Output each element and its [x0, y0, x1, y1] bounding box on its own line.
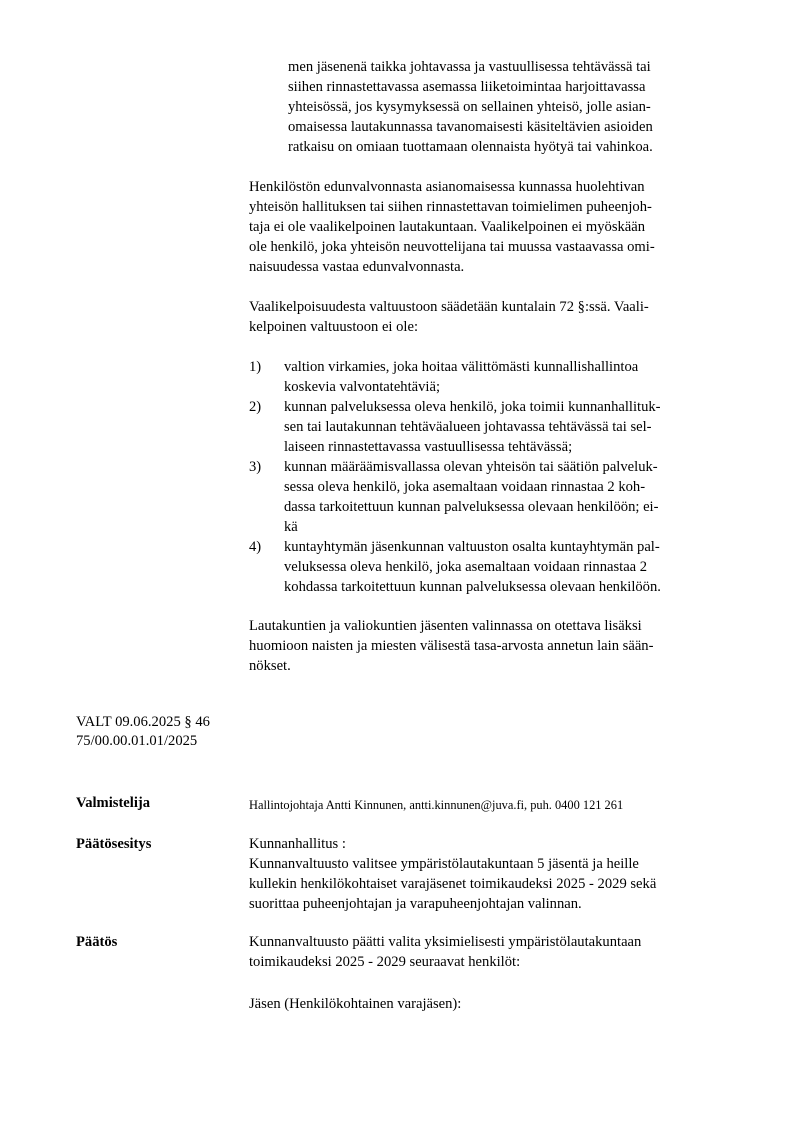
text-line: laiseen rinnastettavassa vastuullisessa tehtävässä; [284, 439, 573, 455]
paragraph-vaalikelpoisuus [249, 297, 733, 337]
text-line: kelpoinen valtuustoon ei ole: [249, 319, 419, 335]
list-item [249, 537, 733, 597]
text-line: kä [284, 519, 298, 535]
text-line: Lautakuntien ja valiokuntien jäsenten valinnassa on otettava lisäksi [249, 618, 642, 634]
text-line: Kunnanhallitus : [249, 836, 346, 852]
text-line: Kunnanvaltuusto valitsee ympäristölautakuntaan 5 jäsentä ja heille [249, 856, 639, 872]
decision-text [249, 932, 739, 972]
list-number: 1) [249, 359, 262, 375]
list-item [249, 457, 733, 537]
text-line: koskevia valvontatehtäviä; [284, 379, 441, 395]
preparer-info: Hallintojohtaja Antti Kinnunen, antti.kinnunen@juva.fi, puh. 0400 121 261 [249, 798, 624, 812]
text-line: huomioon naisten ja miesten välisestä tasa-arvosta annetun lain sään- [249, 638, 654, 654]
text-line: men jäsenenä taikka johtavassa ja vastuullisessa tehtävässä tai [288, 59, 651, 75]
text-line: naisuudessa vastaa edunvalvonnasta. [249, 259, 465, 275]
text-line: kunnan palveluksessa oleva henkilö, joka toimii kunnanhallituk- [284, 399, 661, 415]
numbered-list [249, 357, 733, 597]
text-line: taja ei ole vaalikelpoinen lautakuntaan. Vaalikelpoinen ei myöskään [249, 219, 646, 235]
meeting-section-ref: VALT 09.06.2025 § 46 [76, 714, 210, 730]
text-line: kullekin henkilökohtaiset varajäsenet toimikaudeksi 2025 - 2029 sekä [249, 876, 657, 892]
decision-proposal [249, 834, 739, 914]
member-list-heading: Jäsen (Henkilökohtainen varajäsen): [249, 996, 462, 1012]
list-number: 2) [249, 399, 262, 415]
text-line: sen tai lautakunnan tehtäväalueen johtavassa tehtävässä tai sel- [284, 419, 652, 435]
text-line: sessa oleva henkilö, joka asemaltaan voidaan rinnastaa 2 koh- [284, 479, 646, 495]
text-line: valtion virkamies, joka hoitaa välittömästi kunnallishallintoa [284, 359, 639, 375]
paragraph-edunvalvonta [249, 177, 733, 277]
case-number: 75/00.00.01.01/2025 [76, 733, 198, 749]
text-line: Vaalikelpoisuudesta valtuustoon säädetään kuntalain 72 §:ssä. Vaali- [249, 299, 649, 315]
paragraph-tasa-arvo [249, 616, 733, 676]
text-line: kunnan määräämisvallassa olevan yhteisön tai säätiön palveluk- [284, 459, 658, 475]
text-line: toimikaudeksi 2025 - 2029 seuraavat henkilöt: [249, 954, 521, 970]
text-line: yhteisön hallituksen tai siihen rinnastettavan toimielimen puheenjoh- [249, 199, 652, 215]
text-line: Henkilöstön edunvalvonnasta asianomaisessa kunnassa huolehtivan [249, 179, 645, 195]
meeting-reference [76, 713, 276, 751]
intro-paragraph [288, 57, 724, 157]
text-line: Kunnanvaltuusto päätti valita yksimielisesti ympäristölautakuntaan [249, 934, 642, 950]
text-line: kuntayhtymän jäsenkunnan valtuuston osalta kuntayhtymän pal- [284, 539, 660, 555]
paatos-label: Päätös [76, 934, 118, 950]
list-number: 4) [249, 539, 262, 555]
text-line: dassa tarkoitettuun kunnan palveluksessa olevaan henkilöön; ei- [284, 499, 659, 515]
paatosesitys-label: Päätösesitys [76, 836, 152, 852]
text-line: kohdassa tarkoitettuun kunnan palveluksessa olevaan henkilöön. [284, 579, 661, 595]
text-line: ole henkilö, joka yhteisön neuvottelijana tai muussa vastaavassa omi- [249, 239, 655, 255]
text-line: omaisessa lautakunnassa tavanomaisesti käsiteltävien asioiden [288, 119, 653, 135]
text-line: yhteisössä, jos kysymyksessä on sellainen yhteisö, jolle asian- [288, 99, 651, 115]
list-item [249, 357, 733, 397]
text-line: suorittaa puheenjohtajan ja varapuheenjohtajan valinnan. [249, 896, 582, 912]
text-line: veluksessa oleva henkilö, joka asemaltaan voidaan rinnastaa 2 [284, 559, 648, 575]
list-number: 3) [249, 459, 262, 475]
list-item [249, 397, 733, 457]
text-line: siihen rinnastettavassa asemassa liiketoimintaa harjoittavassa [288, 79, 646, 95]
text-line: ratkaisu on omiaan tuottamaan olennaista hyötyä tai vahinkoa. [288, 139, 653, 155]
valmistelija-label: Valmistelija [76, 795, 151, 811]
text-line: nökset. [249, 658, 291, 674]
